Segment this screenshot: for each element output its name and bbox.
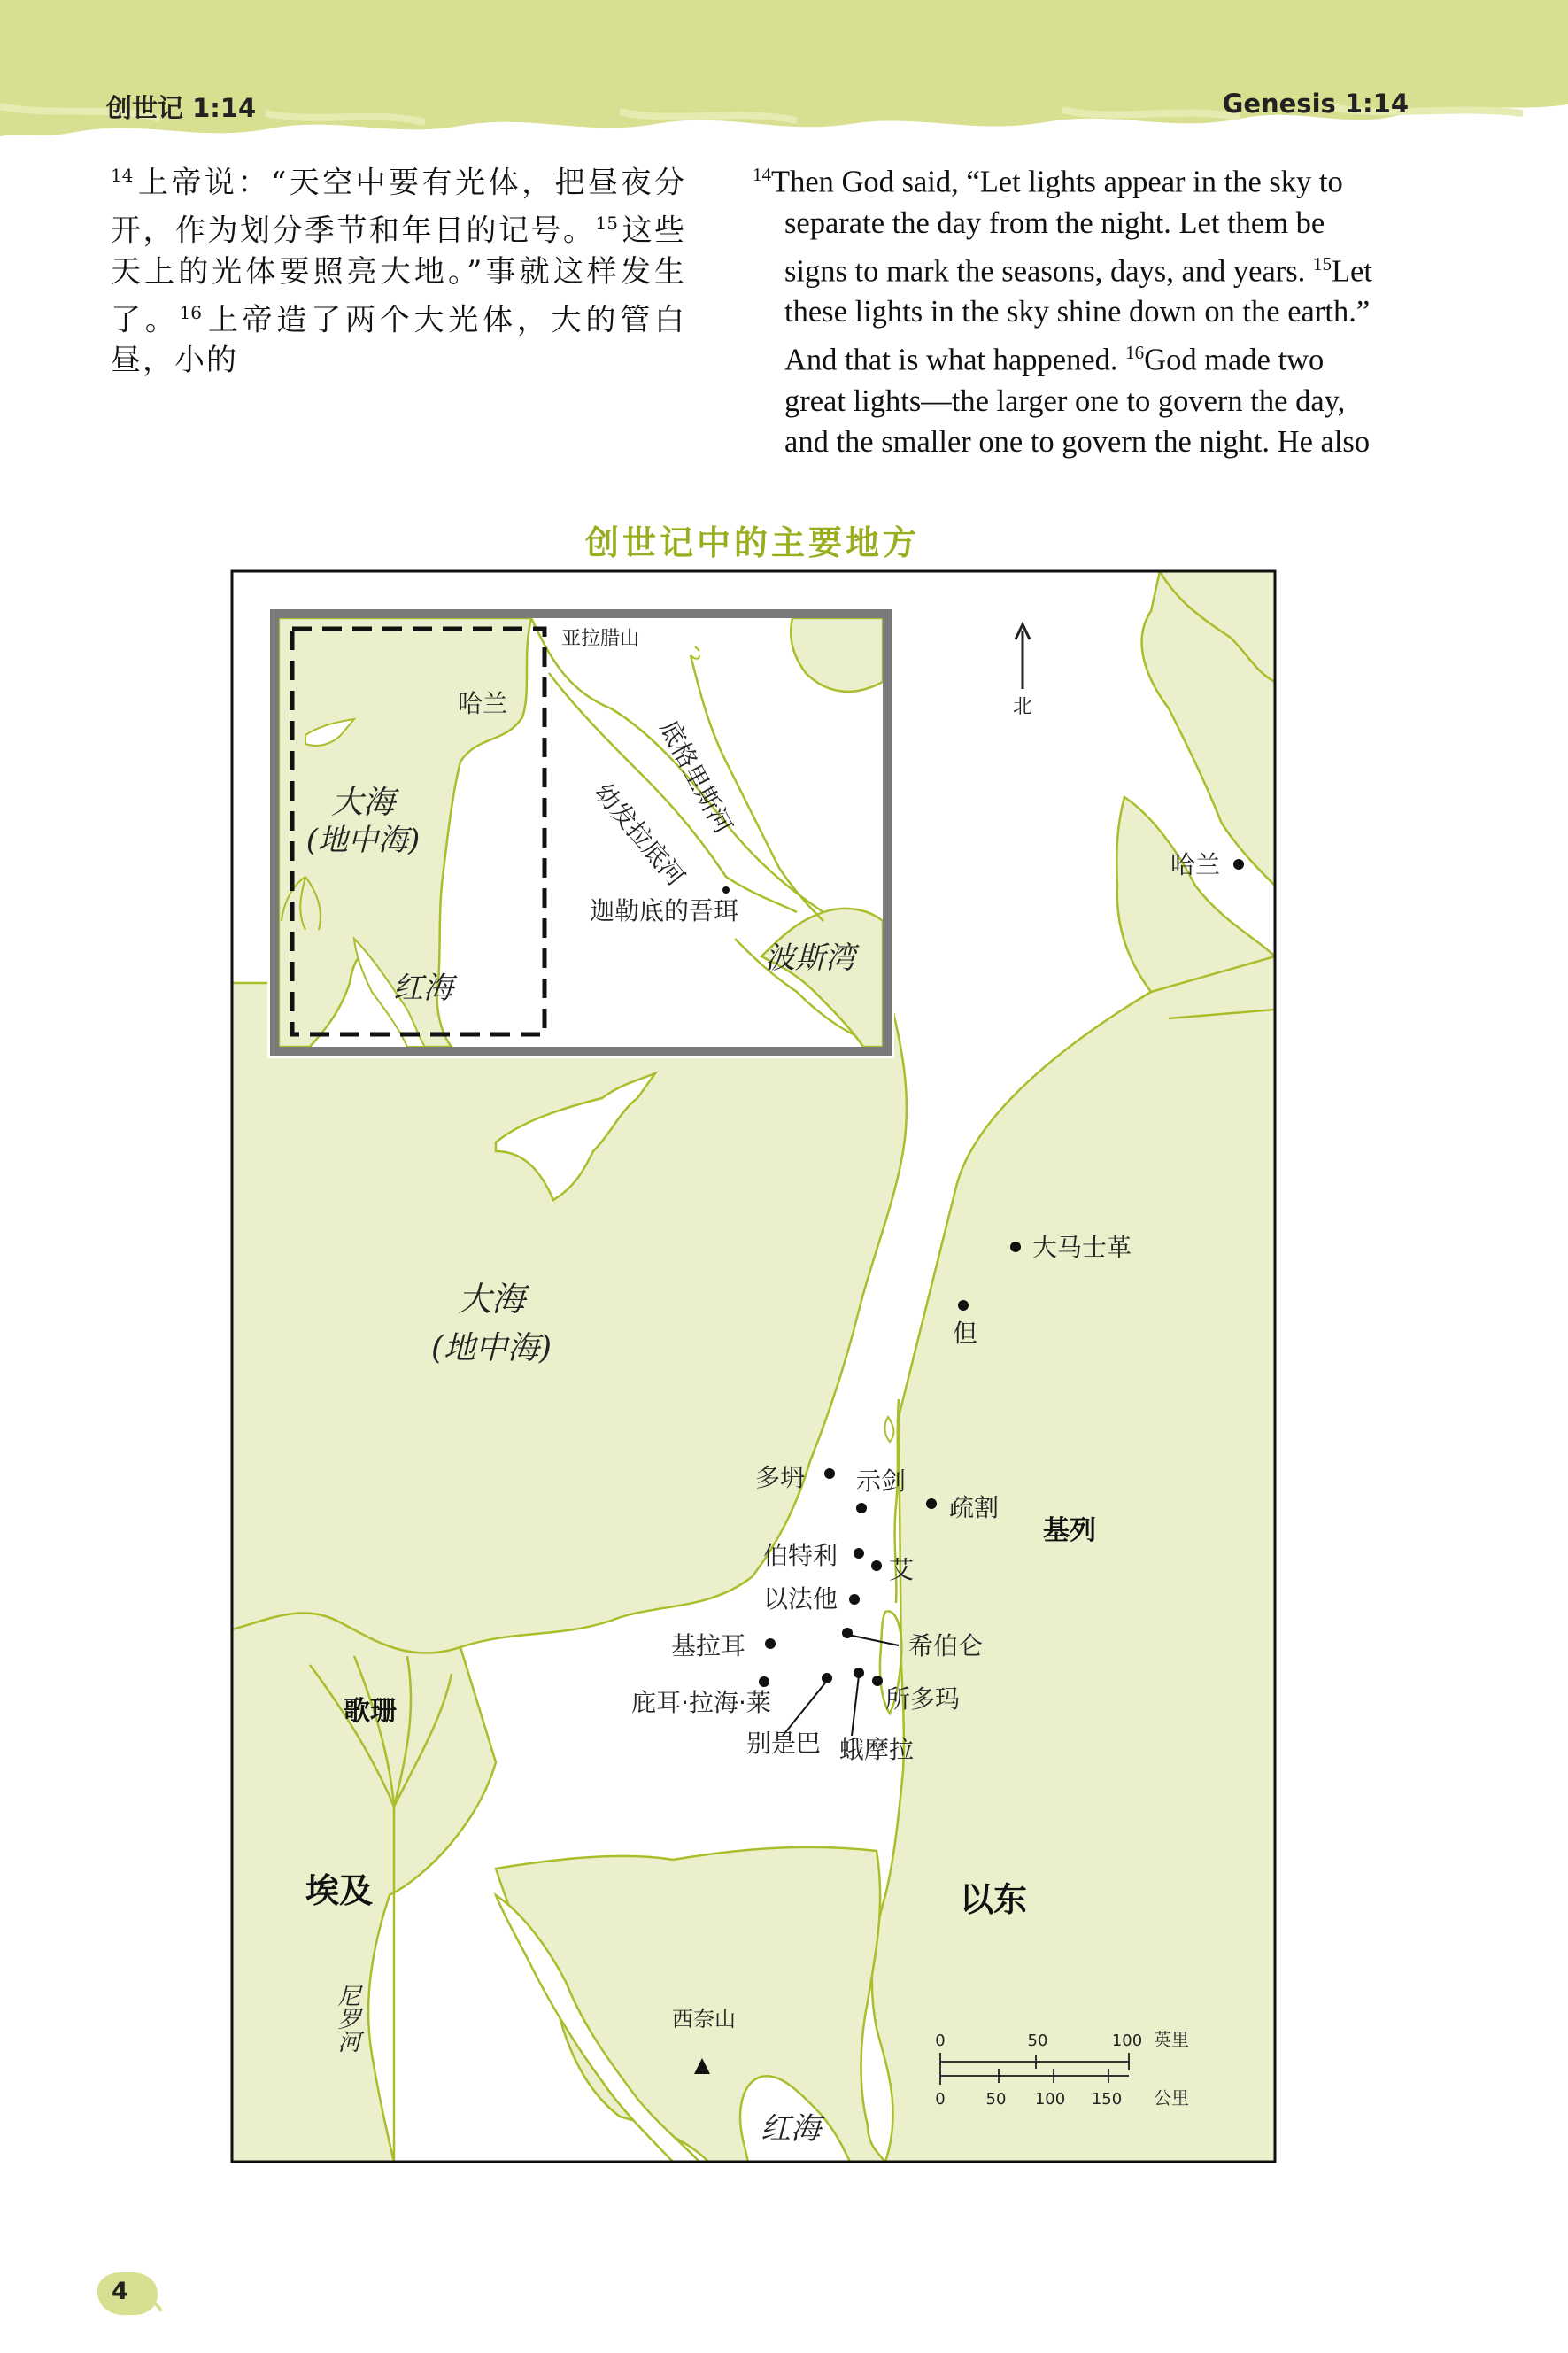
verse-number: 14 <box>111 165 134 186</box>
sodom-marker <box>872 1676 883 1686</box>
region-goshen: 歌珊 <box>344 1696 397 1727</box>
inset-haran-label: 哈兰 <box>457 689 508 718</box>
inset-sea-label: 大海 <box>330 785 396 821</box>
page-number <box>92 2267 163 2320</box>
dothan-label: 多坍 <box>754 1463 806 1492</box>
ephrath-marker <box>849 1594 860 1605</box>
verse-number: 15 <box>1312 252 1332 275</box>
inset-ararat-label: 亚拉腊山 <box>560 628 640 650</box>
inset-persian-gulf-label: 波斯湾 <box>765 940 855 976</box>
verse-line: Let <box>1331 254 1372 288</box>
ephrath-label: 以法他 <box>762 1584 838 1614</box>
scale-miles-100: 100 <box>1111 2032 1143 2050</box>
region-egypt: 埃及 <box>305 1870 374 1910</box>
verse-number: 16 <box>1125 342 1145 363</box>
verse-line: And that is what happened. <box>784 343 1126 377</box>
verse-number: 15 <box>595 213 618 235</box>
verse-line: separate the day from the night. Let them be <box>784 205 1325 240</box>
nile-label: 尼罗河 <box>334 1984 360 2053</box>
verse-line: great lights—the larger one to govern the day, <box>784 383 1346 418</box>
running-head-right: Genesis 1:14 <box>1222 89 1409 119</box>
scale-miles-0: 0 <box>935 2032 946 2050</box>
scale-miles-50: 50 <box>1027 2032 1048 2050</box>
ai-marker <box>871 1560 882 1571</box>
scale-miles-unit: 英里 <box>1154 2029 1189 2050</box>
verse-text: 上帝说：“天空中要有光体，把昼夜分开，作为划分季节和年日的记号。 <box>111 165 686 249</box>
running-head-left: 创世记 1:14 <box>106 93 257 123</box>
hebron-label: 希伯仑 <box>908 1631 984 1660</box>
beer-lahai-roi-marker <box>759 1676 769 1687</box>
gerar-marker <box>765 1638 776 1649</box>
damascus-label: 大马士革 <box>1031 1233 1132 1262</box>
verse-line: these lights in the sky shine down on the earth.” <box>784 295 1371 329</box>
inset-ur-label: 迦勒底的吾珥 <box>589 896 739 925</box>
succoth-label: 疏割 <box>948 1493 1000 1522</box>
verse-line: Then God said, “Let lights appear in the sky to <box>771 165 1343 199</box>
shechem-marker <box>856 1503 867 1513</box>
haran-marker <box>1233 859 1244 870</box>
verse-line: God made two <box>1144 343 1325 377</box>
verse-line: signs to mark the seasons, days, and years. <box>784 254 1313 288</box>
verse-text: 这些天上的光体要照亮大地。”事就这样发生了。 <box>111 213 687 337</box>
beer-lahai-roi-label: 庇耳·拉海·莱 <box>631 1688 771 1717</box>
hebron-marker <box>842 1628 853 1638</box>
verse-number: 14 <box>753 164 771 185</box>
dan-label: 但 <box>952 1319 978 1348</box>
gomorrah-label: 蛾摩拉 <box>838 1735 915 1764</box>
page-number-text: 4 <box>112 2278 128 2305</box>
north-label: 北 <box>1012 696 1033 718</box>
inset-euphrates-label: 幼发拉底河 <box>588 778 691 892</box>
sinai-label: 西奈山 <box>672 2007 736 2032</box>
verse-text: 上帝造了两个大光体，大的管白昼，小的 <box>111 301 687 378</box>
inset-red-sea-label: 红海 <box>393 971 453 1006</box>
beersheba-label: 别是巴 <box>745 1729 822 1758</box>
ai-label: 艾 <box>888 1555 915 1584</box>
map-title: 创世记中的主要地方 <box>584 523 920 562</box>
scale-km-0: 0 <box>935 2090 946 2109</box>
gerar-label: 基拉耳 <box>670 1631 746 1660</box>
verse-line: and the smaller one to govern the night. He also <box>784 424 1371 459</box>
sea-label-2: (地中海) <box>430 1330 552 1366</box>
scale-km-100: 100 <box>1034 2090 1066 2109</box>
damascus-marker <box>1010 1242 1021 1252</box>
verse-number: 16 <box>179 301 203 323</box>
region-edom: 以东 <box>959 1879 1028 1919</box>
scale-km-50: 50 <box>985 2090 1007 2109</box>
inset-sea-label-2: (地中海) <box>305 823 421 858</box>
dothan-marker <box>824 1468 835 1479</box>
red-sea-label: 红海 <box>761 2111 821 2147</box>
shechem-label: 示剑 <box>855 1467 907 1496</box>
sodom-label: 所多玛 <box>884 1684 961 1714</box>
haran-label: 哈兰 <box>1170 850 1221 879</box>
bethel-marker <box>854 1548 864 1559</box>
scale-km-150: 150 <box>1091 2090 1123 2109</box>
bethel-label: 伯特利 <box>762 1541 838 1570</box>
region-gilead: 基列 <box>1043 1515 1096 1546</box>
succoth-marker <box>926 1498 937 1509</box>
sea-label: 大海 <box>457 1280 526 1319</box>
dan-marker <box>958 1300 969 1311</box>
inset-tigris-label: 底格里斯河 <box>653 715 738 839</box>
scale-km-unit: 公里 <box>1154 2087 1189 2109</box>
